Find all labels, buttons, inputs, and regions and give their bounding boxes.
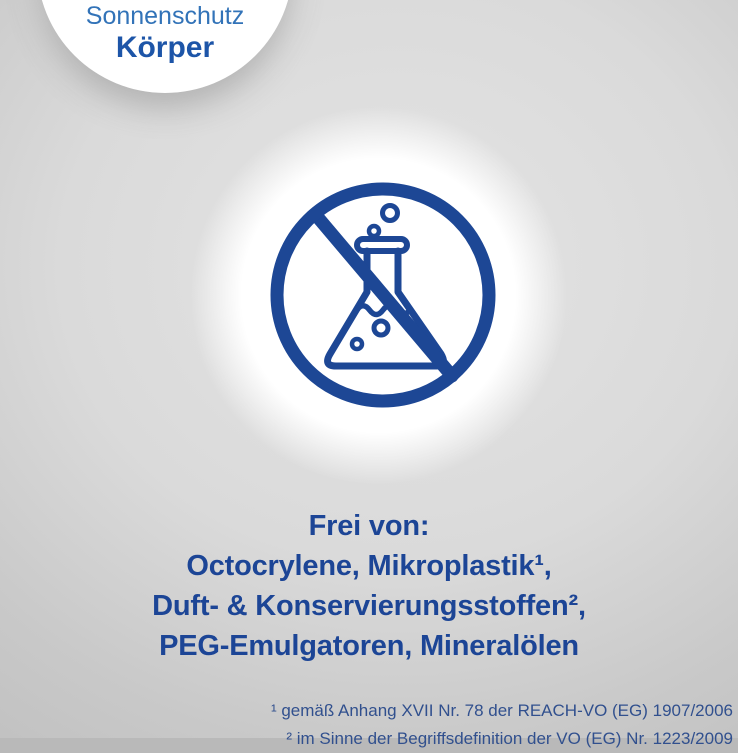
product-badge (37, 0, 293, 93)
badge-product-line: Sonnenschutz (85, 2, 245, 30)
no-chemicals-flask-icon (268, 180, 498, 410)
claim-item-peg-mineraloel: PEG-Emulgatoren, Mineralölen (159, 630, 579, 662)
claims-heading: Frei von: (308, 510, 430, 542)
claim-item-octocrylene: Octocrylene, Mikroplastik¹, (186, 550, 552, 582)
badge-product-variant: Körper (115, 31, 215, 64)
footnote-kosmetik-vo: ² im Sinne der Begriffsdefinition der VO (EG) Nr. 1223/2009 (286, 729, 733, 748)
claim-item-konservierungsstoffe: Duft- & Konservierungsstoffen², (152, 590, 586, 622)
footnotes (271, 697, 733, 753)
footnote-reach: ¹ gemäß Anhang XVII Nr. 78 der REACH-VO (EG) 1907/2006 (270, 701, 733, 720)
claims-block (0, 506, 738, 666)
badge-text (37, 1, 293, 65)
